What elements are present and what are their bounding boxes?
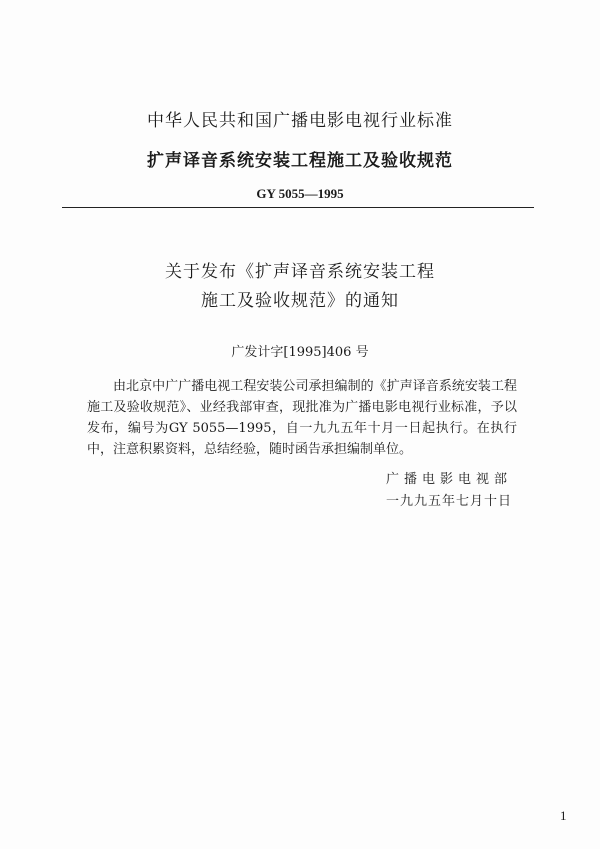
standard-category-heading: 中华人民共和国广播电影电视行业标准 [147, 111, 453, 131]
header-divider [62, 207, 534, 208]
spec-title: 扩声译音系统安装工程施工及验收规范 [147, 151, 453, 171]
page-number: 1 [560, 808, 567, 823]
issuer-signature: 广播电影电视部 [386, 472, 513, 487]
document-number: 广发计字[1995]406 号 [231, 345, 369, 360]
standard-number: GY 5055—1995 [256, 186, 344, 201]
notice-title-line-2: 施工及验收规范》的通知 [201, 291, 399, 311]
issue-date: 一九九五年七月十日 [386, 494, 513, 509]
notice-title-line-1: 关于发布《扩声译音系统安装工程 [165, 262, 435, 282]
notice-body-paragraph: 由北京中广广播电视工程安装公司承担编制的《扩声译音系统安装工程施工及验收规范》、业经我部审查，现批准为广播电影电视行业标准，予以发布，编号为GY 5055—1995，自一九九五年十月一日起执行。在执行中，注意积累资料，总结经验，随时函告承担编制单位。 [87, 379, 517, 457]
